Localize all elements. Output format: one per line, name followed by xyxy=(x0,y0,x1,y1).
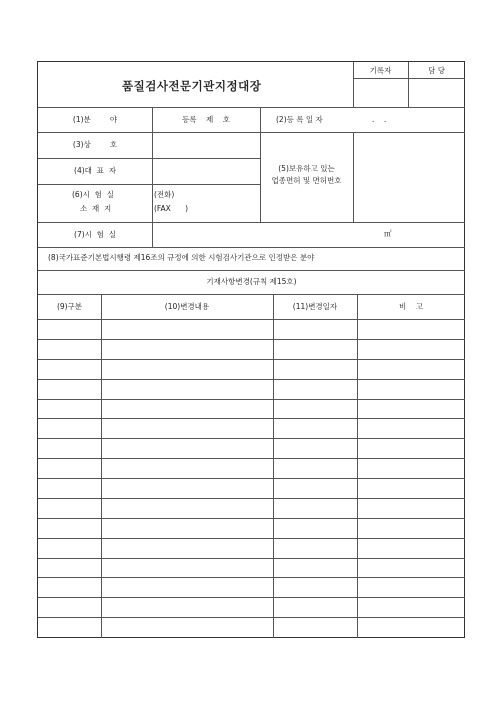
rule xyxy=(38,294,465,295)
rule xyxy=(38,222,465,223)
rule xyxy=(38,247,465,248)
header-change-content: (10)변경내용 xyxy=(164,302,210,311)
manager-label: 담 당 xyxy=(428,66,445,75)
lab-location-label-line2: 소 재 지 xyxy=(80,204,112,213)
table-row-divider xyxy=(38,418,465,419)
table-row-divider xyxy=(38,597,465,598)
company-label: (3)상 호 xyxy=(72,140,118,149)
rule xyxy=(38,107,465,108)
license-label-line1: (5)보유하고 있는 xyxy=(278,164,335,173)
changes-section-title: 기재사항변경(규칙 제15호) xyxy=(206,277,297,286)
rule xyxy=(38,184,260,185)
registration-date-label: (2)등 록 일 자 xyxy=(276,115,323,124)
lab-label: (7)시 험 실 xyxy=(74,230,116,239)
table-row-divider xyxy=(38,359,465,360)
registration-date-value[interactable]: . . xyxy=(372,115,387,124)
license-field[interactable] xyxy=(354,133,465,222)
recorder-signature-box[interactable] xyxy=(353,79,408,107)
recorder-label: 기록자 xyxy=(369,66,392,75)
rule xyxy=(38,319,465,320)
table-row-divider xyxy=(38,518,465,519)
table-row-divider xyxy=(38,458,465,459)
table-row-divider xyxy=(38,478,465,479)
company-field[interactable] xyxy=(153,133,260,158)
scope-label: (8)국가표준기본법시행령 제16조의 규정에 의한 시험검사기관으로 인정받은 분야 xyxy=(48,253,315,262)
representative-label: (4)대 표 자 xyxy=(74,166,116,175)
table-row-divider xyxy=(38,438,465,439)
registration-number-label: 등록 제 호 xyxy=(181,115,231,124)
table-row-divider xyxy=(38,558,465,559)
table-row-divider xyxy=(38,379,465,380)
table-row-divider xyxy=(38,399,465,400)
header-remarks: 비 고 xyxy=(398,302,424,311)
rule xyxy=(101,294,102,638)
fax-label: (FAX ) xyxy=(154,204,189,213)
area-unit: ㎡ xyxy=(384,229,392,238)
form-title: 품질검사전문기관지정대장 xyxy=(122,79,262,93)
representative-field[interactable] xyxy=(153,159,260,184)
license-label-line2: 업종면허 및 면허번호 xyxy=(271,176,342,185)
table-row-divider xyxy=(38,617,465,618)
rule xyxy=(273,294,274,638)
manager-signature-box[interactable] xyxy=(409,79,465,107)
rule xyxy=(357,294,358,638)
phone-label: (전화) xyxy=(154,190,175,199)
table-row-divider xyxy=(38,498,465,499)
table-row-divider xyxy=(38,538,465,539)
registry-form xyxy=(37,61,465,638)
field-label: (1)분 야 xyxy=(72,115,118,124)
table-row-divider xyxy=(38,339,465,340)
lab-location-label-line1: (6)시 험 실 xyxy=(72,190,114,199)
table-row-divider xyxy=(38,577,465,578)
header-change-date: (11)변경일자 xyxy=(292,302,338,311)
rule xyxy=(38,270,465,271)
header-category: (9)구분 xyxy=(56,302,83,311)
